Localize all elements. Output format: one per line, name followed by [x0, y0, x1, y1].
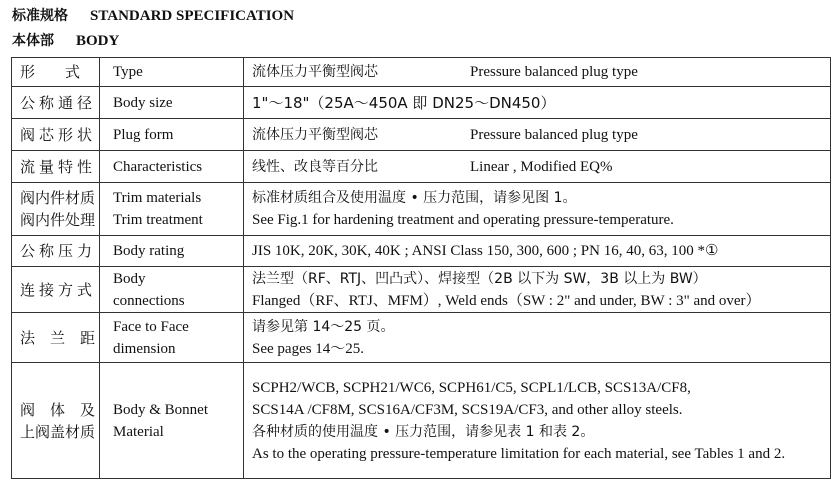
- table-row: [12, 236, 831, 267]
- row-value-line: See Fig.1 for hardening treatment and operating pressure-temperature.: [252, 212, 674, 228]
- row-label-cn: 连接方式: [20, 280, 97, 299]
- row-label-en: Plug form: [100, 119, 244, 151]
- row-label-en: Trim treatment: [113, 212, 203, 228]
- section-cn: 本体部: [12, 33, 54, 49]
- row-value-line: Flanged（RF、RTJ、MFM）, Weld ends（SW : 2" and under, BW : 3" and over）: [252, 292, 761, 309]
- row-value-cn: 流体压力平衡型阀芯: [252, 64, 378, 80]
- row-label-cn: 阀芯形状: [20, 125, 97, 144]
- row-label-en: Type: [100, 58, 244, 87]
- table-row: [12, 119, 831, 151]
- row-label-en: Body & Bonnet: [113, 401, 209, 418]
- row-value-cn: 流体压力平衡型阀芯: [252, 126, 378, 143]
- row-label-en: Trim materials: [113, 190, 202, 206]
- row-label-en: Face to Face: [113, 318, 189, 335]
- row-value-line: 法兰型（RF、RTJ、凹凸式）、焊接型（2B 以下为 SW，3B 以上为 BW）: [252, 270, 707, 287]
- row-value: JIS 10K, 20K, 30K, 40K ; ANSI Class 150, 300, 600 ; PN 16, 40, 63, 100 *①: [244, 236, 831, 267]
- row-value: 1"～18"（25A～450A 即 DN25～DN450）: [244, 87, 831, 119]
- row-value-line: 各种材质的使用温度 • 压力范围，请参见表 1 和表 2。: [252, 423, 595, 440]
- row-label-cn: 形 式: [20, 63, 81, 81]
- section-title: [12, 30, 119, 50]
- title-en: STANDARD SPECIFICATION: [90, 8, 295, 24]
- spec-table: [11, 57, 831, 479]
- row-label-cn: 公称压力: [20, 242, 97, 260]
- row-label-en: Material: [113, 423, 164, 440]
- row-value-line: SCS14A /CF8M, SCS16A/CF3M, SCS19A/CF3, and other alloy steels.: [252, 401, 683, 418]
- row-label-cn: 阀内件处理: [20, 211, 96, 229]
- row-label-cn: 阀 体 及: [20, 400, 96, 419]
- row-value-en: Linear , Modified EQ%: [470, 158, 613, 175]
- row-value-line: As to the operating pressure-temperature limitation for each material, see Tables 1 and 2.: [252, 445, 786, 462]
- title-cn: 标准规格: [12, 8, 68, 24]
- row-label-cn: 流量特性: [20, 157, 97, 176]
- row-value-line: SCPH2/WCB, SCPH21/WC6, SCPH61/C5, SCPL1/LCB, SCS13A/CF8,: [252, 379, 691, 396]
- table-row: [12, 313, 831, 363]
- row-value-cn: 线性、改良等百分比: [252, 158, 378, 175]
- row-label-cn: 法 兰 距: [20, 328, 96, 347]
- table-row: [12, 267, 831, 313]
- row-label-cn: 公称通径: [20, 93, 97, 112]
- row-label-en: Body: [113, 270, 146, 287]
- row-label-en: connections: [113, 292, 185, 309]
- row-value-line: 请参见第 14～25 页。: [252, 318, 395, 335]
- row-label-en: Body size: [100, 87, 244, 119]
- section-en: BODY: [76, 33, 120, 49]
- row-label-en: Characteristics: [100, 151, 244, 183]
- table-row: [12, 87, 831, 119]
- row-value-line: See pages 14～25.: [252, 340, 365, 357]
- row-label-cn: 阀内件材质: [20, 189, 96, 207]
- table-row: [12, 58, 831, 87]
- page-title: [12, 5, 294, 25]
- table-row: [12, 151, 831, 183]
- table-row: [12, 363, 831, 479]
- row-value-line: 标准材质组合及使用温度 • 压力范围，请参见图 1。: [252, 190, 577, 206]
- row-label-cn: 上阀盖材质: [20, 422, 96, 441]
- row-value-en: Pressure balanced plug type: [470, 64, 638, 80]
- row-label-en: dimension: [113, 340, 176, 357]
- row-value-en: Pressure balanced plug type: [470, 126, 638, 143]
- table-row: [12, 183, 831, 236]
- row-label-en: Body rating: [100, 236, 244, 267]
